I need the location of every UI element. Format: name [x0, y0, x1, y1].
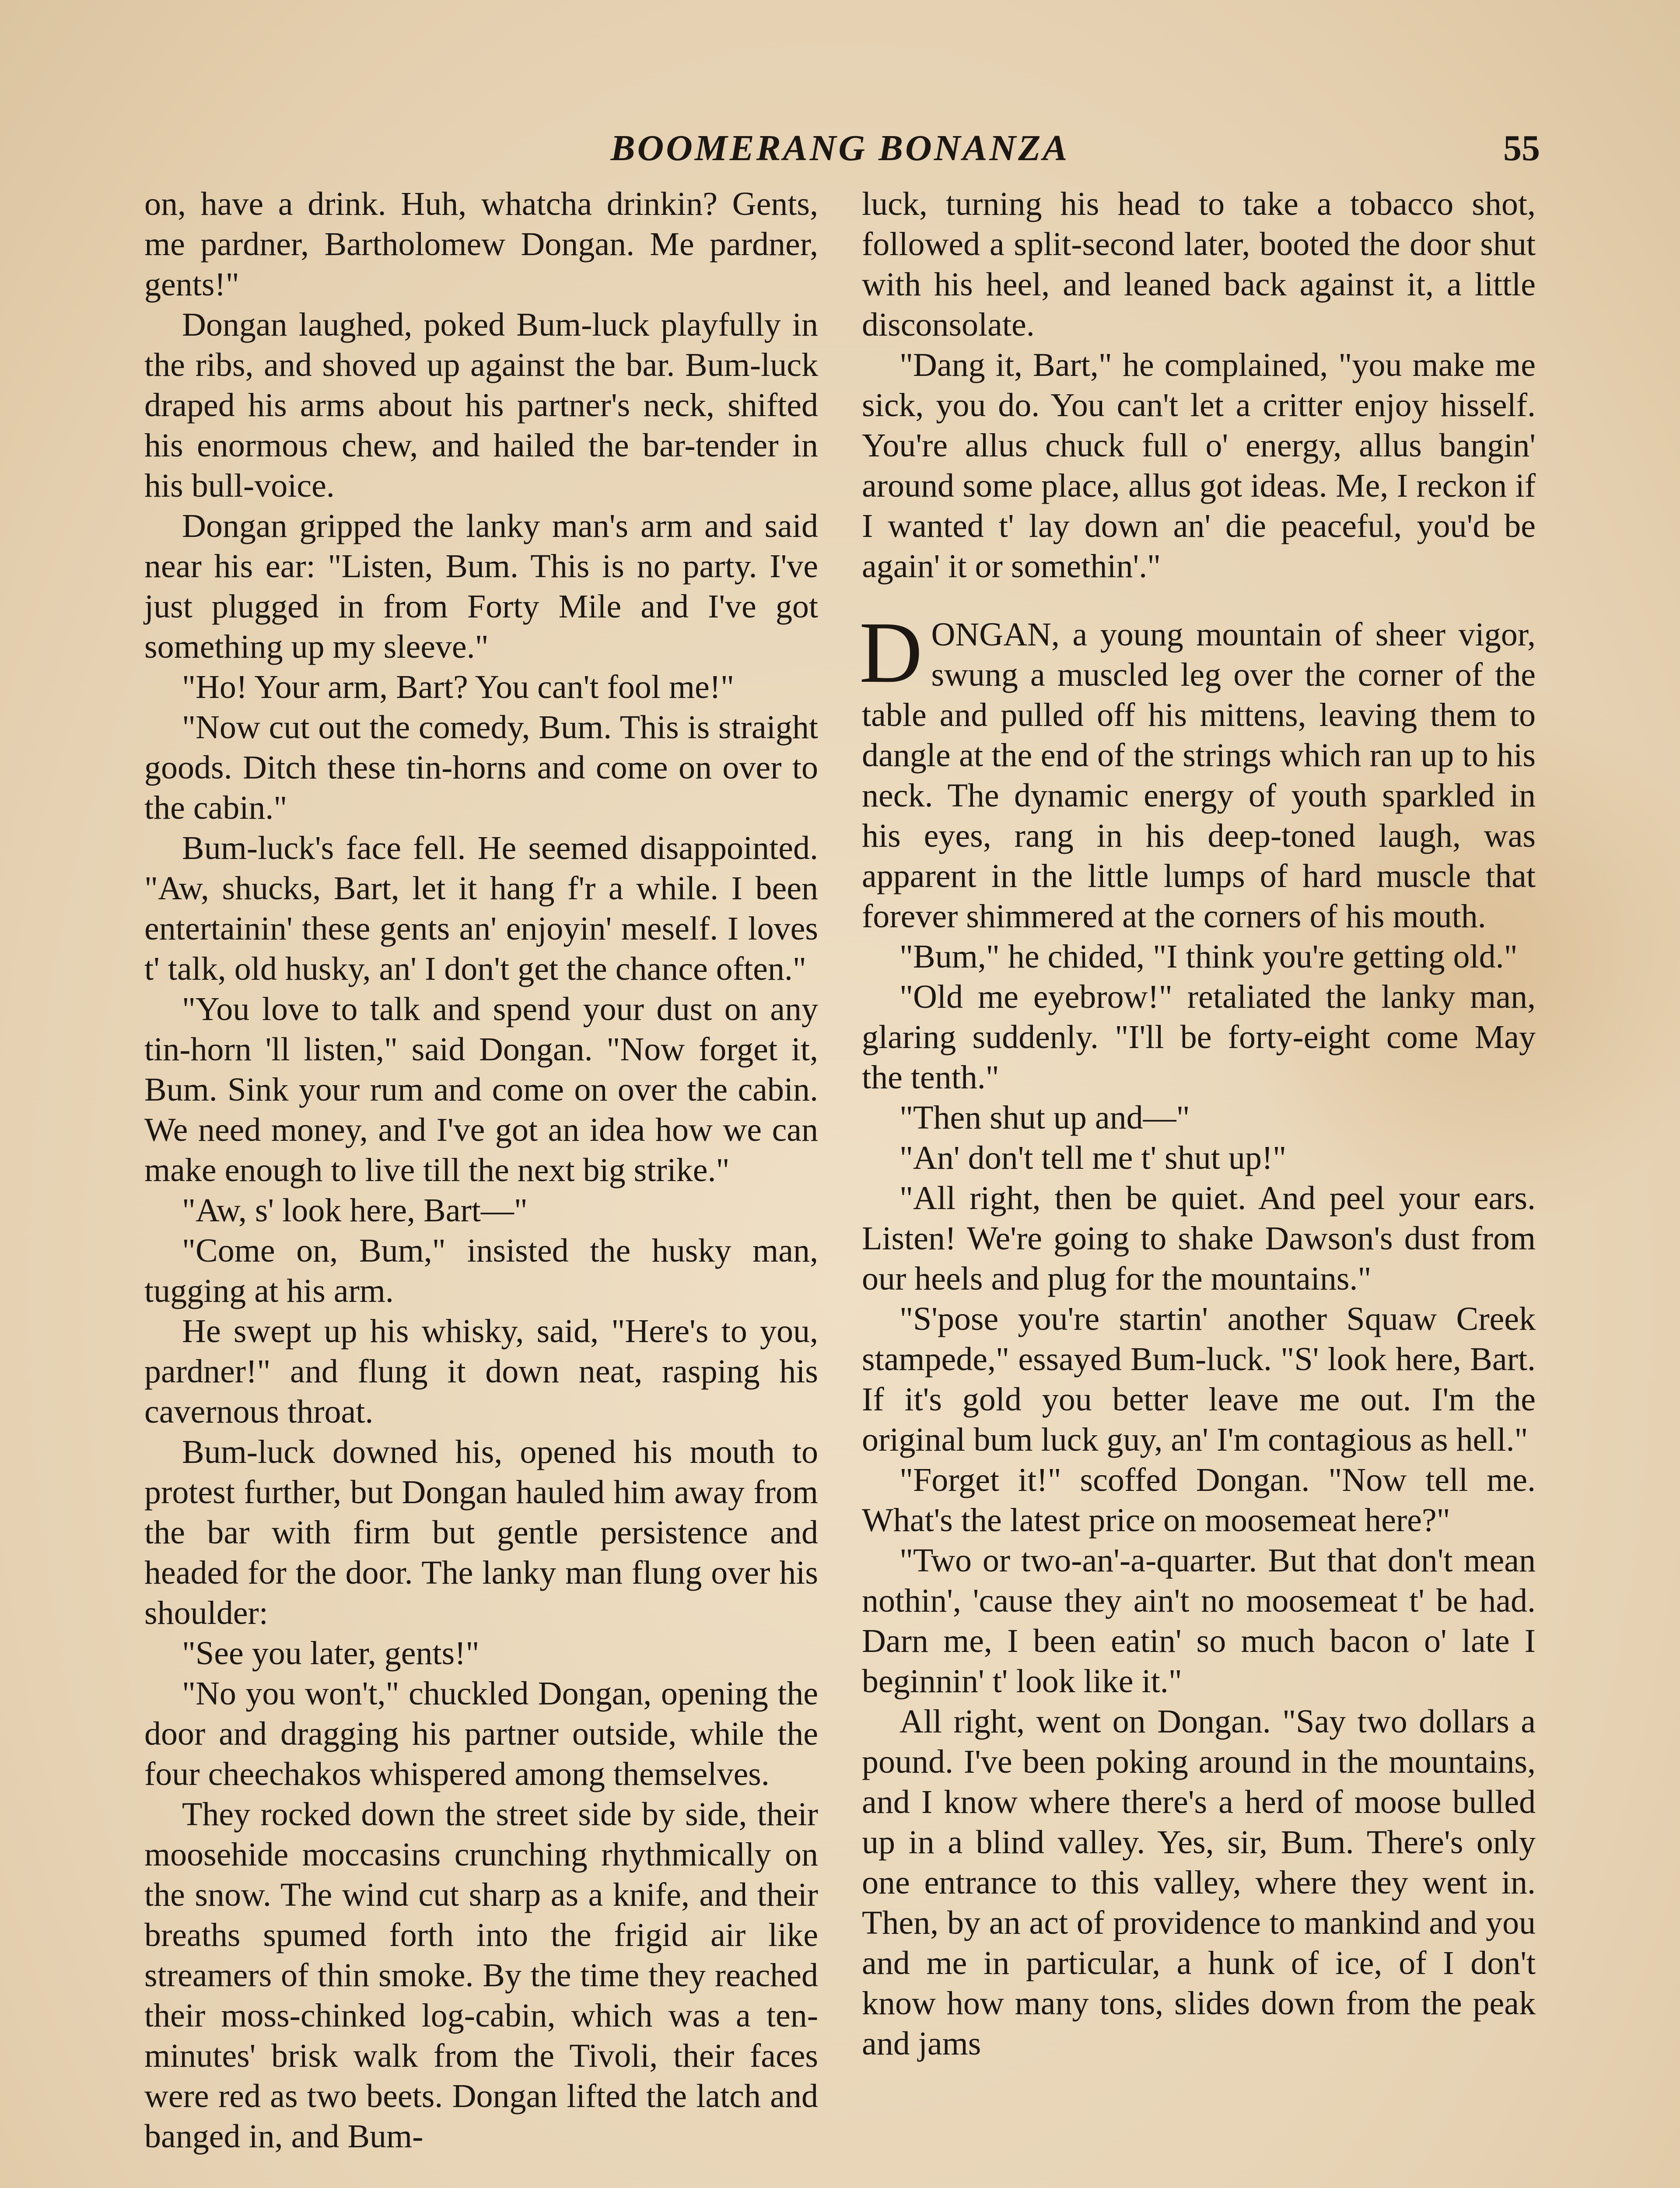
- paragraph: "Old me eyebrow!" retaliated the lanky man, glaring suddenly. "I'll be forty-eight come May the tenth.": [862, 978, 1536, 1096]
- paragraph: Dongan laughed, poked Bum-luck playfully in the ribs, and shoved up against the bar. Bum-luck draped his arms about his partner's neck, shifted his enormous chew, and hailed the bar-tender in his bull-voice.: [144, 306, 818, 504]
- paragraph: "You love to talk and spend your dust on any tin-horn 'll listen," said Dongan. "Now forget it, Bum. Sink your rum and come on over the cabin. We need money, and I've got an idea how we can make enough to live till the next big strike.": [144, 991, 818, 1189]
- paragraph: "Bum," he chided, "I think you're getting old.": [900, 938, 1518, 975]
- paragraph: "See you later, gents!": [182, 1635, 480, 1672]
- page-number: 55: [1503, 128, 1540, 168]
- paragraph: "Two or two-an'-a-quarter. But that don't mean nothin', 'cause they ain't no moosemeat t' be had. Darn me, I been eatin' so much bacon o' late I beginnin' t' look like it.": [862, 1542, 1536, 1700]
- section-lead-word: ONGAN,: [931, 616, 1060, 653]
- paragraph: "Forget it!" scoffed Dongan. "Now tell me. What's the latest price on moosemeat here?": [862, 1462, 1536, 1539]
- paragraph: "An' don't tell me t' shut up!": [900, 1140, 1287, 1176]
- right-column: [859, 184, 1536, 2064]
- paragraph: "No you won't," chuckled Dongan, opening the door and dragging his partner outside, while the four cheechakos whispered among themselves.: [144, 1675, 818, 1792]
- paragraph: "Then shut up and—": [900, 1099, 1190, 1136]
- paragraph: "Dang it, Bart," he complained, "you make me sick, you do. You can't let a critter enjoy hisself. You're allus chuck full o' energy, allus bangin' around some place, allus got ideas. Me, I reckon if I wanted t' lay down an' die peaceful, you'd be again' it or somethin'.": [862, 347, 1536, 585]
- paragraph: "All right, then be quiet. And peel your ears. Listen! We're going to shake Dawson's dust from our heels and plug for the mountains.": [862, 1180, 1536, 1297]
- left-column: [144, 184, 818, 2156]
- paragraph: He swept up his whisky, said, "Here's to you, pardner!" and flung it down neat, rasping his cavernous throat.: [144, 1313, 818, 1430]
- running-head: BOOMERANG BONANZA: [610, 128, 1070, 168]
- paragraph: Bum-luck's face fell. He seemed disappointed. "Aw, shucks, Bart, let it hang f'r a while. I been entertainin' these gents an' enjoyin' meself. I loves t' talk, old husky, an' I don't get the chance often.": [144, 830, 818, 987]
- drop-cap: D: [859, 604, 923, 701]
- paragraph: Bum-luck downed his, opened his mouth to protest further, but Dongan hauled him away from the bar with firm but gentle persistence and headed for the door. The lanky man flung over his shoulder:: [144, 1434, 818, 1631]
- section-lead-text: a young mountain of sheer vigor, swung a muscled leg over the corner of the table and pulled off his mittens, leaving them to dangle at the end of the strings which ran up to his neck. The dynamic energy of youth sparkled in his eyes, rang in his deep-toned laugh, was apparent in the little lumps of hard muscle that forever shimmered at the corners of his mouth.: [862, 616, 1536, 935]
- paragraph: "Aw, s' look here, Bart—": [182, 1192, 528, 1229]
- paragraph: on, have a drink. Huh, whatcha drinkin? Gents, me pardner, Bartholomew Dongan. Me pardner, gents!": [144, 186, 818, 303]
- paragraph: "Ho! Your arm, Bart? You can't fool me!": [182, 669, 735, 705]
- paragraph: They rocked down the street side by side, their moosehide moccasins crunching rhythmically on the snow. The wind cut sharp as a knife, and their breaths spumed forth into the frigid air like streamers of thin smoke. By the time they reached their moss-chinked log-cabin, which was a ten-minutes' brisk walk from the Tivoli, their faces were red as two beets. Dongan lifted the latch and banged in, and Bum-: [144, 1796, 818, 2155]
- paragraph: luck, turning his head to take a tobacco shot, followed a split-second later, booted the door shut with his heel, and leaned back against it, a little disconsolate.: [862, 186, 1536, 343]
- section-opening-paragraph: [859, 604, 1536, 936]
- page-header: [140, 127, 1540, 175]
- paragraph: "Now cut out the comedy, Bum. This is straight goods. Ditch these tin-horns and come on over to the cabin.": [144, 709, 818, 826]
- paragraph: All right, went on Dongan. "Say two dollars a pound. I've been poking around in the mountains, and I know where there's a herd of moose bulled up in a blind valley. Yes, sir, Bum. There's only one entrance to this valley, where they went in. Then, by an act of providence to mankind and you and me in particular, a hunk of ice, of I don't know how many tons, slides down from the peak and jams: [862, 1703, 1536, 2062]
- paragraph: "Come on, Bum," insisted the husky man, tugging at his arm.: [144, 1232, 818, 1309]
- paragraph: "S'pose you're startin' another Squaw Creek stampede," essayed Bum-luck. "S' look here, Bart. If it's gold you better leave me out. I'm the original bum luck guy, an' I'm contagious as hell.": [862, 1301, 1536, 1458]
- paragraph: Dongan gripped the lanky man's arm and said near his ear: "Listen, Bum. This is no party. I've just plugged in from Forty Mile and I've got something up my sleeve.": [144, 508, 818, 665]
